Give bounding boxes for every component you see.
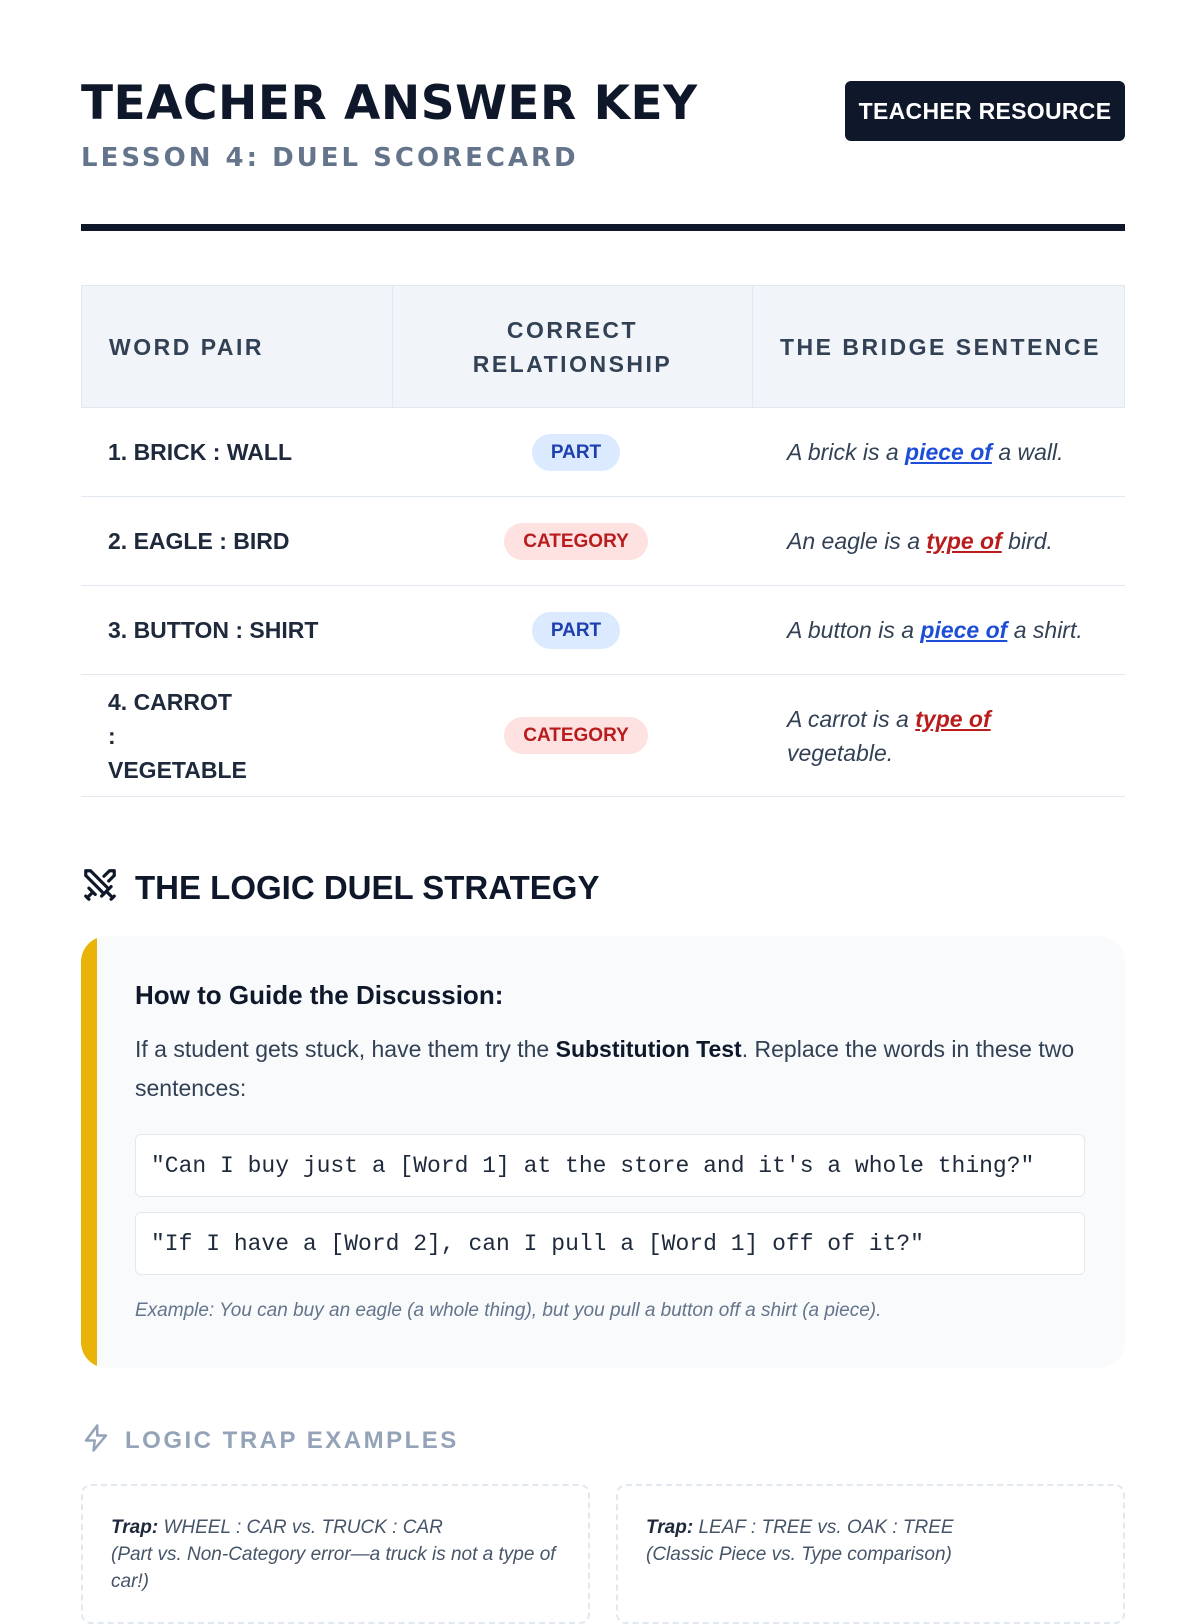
trap-heading <box>81 1422 459 1459</box>
table-row <box>81 497 1125 586</box>
trap-note: (Classic Piece vs. Type comparison) <box>646 1544 952 1565</box>
relationship-badge: PART <box>532 612 620 649</box>
header-divider <box>81 224 1125 231</box>
lightning-icon <box>81 1422 111 1459</box>
page-subtitle: LESSON 4: DUEL SCORECARD <box>81 143 579 173</box>
relationship-badge: CATEGORY <box>504 523 648 560</box>
relationship-badge: PART <box>532 434 620 471</box>
guide-title: How to Guide the Discussion: <box>135 980 504 1010</box>
table-row <box>81 586 1125 675</box>
trap-label: Trap: <box>646 1517 694 1538</box>
guide-example: Example: You can buy an eagle (a whole thing), but you pull a button off a shirt (a piece). <box>135 1300 882 1321</box>
bridge-keyword: type of <box>926 528 1002 554</box>
word-pair: 2. EAGLE : BIRD <box>108 528 290 554</box>
test-question-1: "Can I buy just a [Word 1] at the store and it's a whole thing?" <box>135 1134 1085 1197</box>
table-row <box>81 408 1125 497</box>
accent-bar <box>81 936 97 1368</box>
bridge-sentence: A carrot is a type of vegetable. <box>787 705 991 766</box>
bridge-keyword: piece of <box>905 439 992 465</box>
word-pair: 1. BRICK : WALL <box>108 439 292 465</box>
word-pair: 3. BUTTON : SHIRT <box>108 617 319 643</box>
trap-pairs: LEAF : TREE vs. OAK : TREE <box>698 1517 954 1538</box>
crossed-swords-icon <box>81 866 119 909</box>
bridge-keyword: piece of <box>920 617 1008 643</box>
guide-instructions: If a student gets stuck, have them try the Substitution Test. Replace the words in these two sentences: <box>135 1036 1075 1101</box>
bridge-keyword: type of <box>915 705 991 732</box>
column-header-word-pair: WORD PAIR <box>82 286 393 407</box>
word-pair: 4. CARROT : VEGETABLE <box>108 688 247 783</box>
trap-note: (Part vs. Non-Category error—a truck is not a type of car!) <box>111 1544 556 1592</box>
table-row <box>81 675 1125 797</box>
trap-pairs: WHEEL : CAR vs. TRUCK : CAR <box>163 1517 443 1538</box>
trap-title: LOGIC TRAP EXAMPLES <box>125 1426 459 1454</box>
test-question-2: "If I have a [Word 2], can I pull a [Word 1] off of it?" <box>135 1212 1085 1275</box>
column-header-bridge-sentence: THE BRIDGE SENTENCE <box>780 333 1101 360</box>
guide-panel <box>81 936 1125 1368</box>
relationship-badge: CATEGORY <box>504 717 648 754</box>
trap-label: Trap: <box>111 1517 159 1538</box>
table-header <box>81 285 1125 408</box>
page-header <box>81 0 1125 230</box>
strategy-heading <box>81 866 599 909</box>
bridge-sentence: A button is a piece of a shirt. <box>787 617 1083 643</box>
column-header-relationship: CORRECT RELATIONSHIP <box>393 286 753 407</box>
trap-card <box>81 1484 590 1624</box>
teacher-resource-badge: TEACHER RESOURCE <box>845 81 1125 141</box>
bridge-sentence: An eagle is a type of bird. <box>787 528 1053 554</box>
page-title: TEACHER ANSWER KEY <box>81 76 698 131</box>
trap-card <box>616 1484 1125 1624</box>
strategy-title: THE LOGIC DUEL STRATEGY <box>135 868 600 906</box>
answer-table <box>81 285 1125 797</box>
substitution-test-term: Substitution Test <box>555 1036 742 1062</box>
bridge-sentence: A brick is a piece of a wall. <box>787 439 1064 465</box>
